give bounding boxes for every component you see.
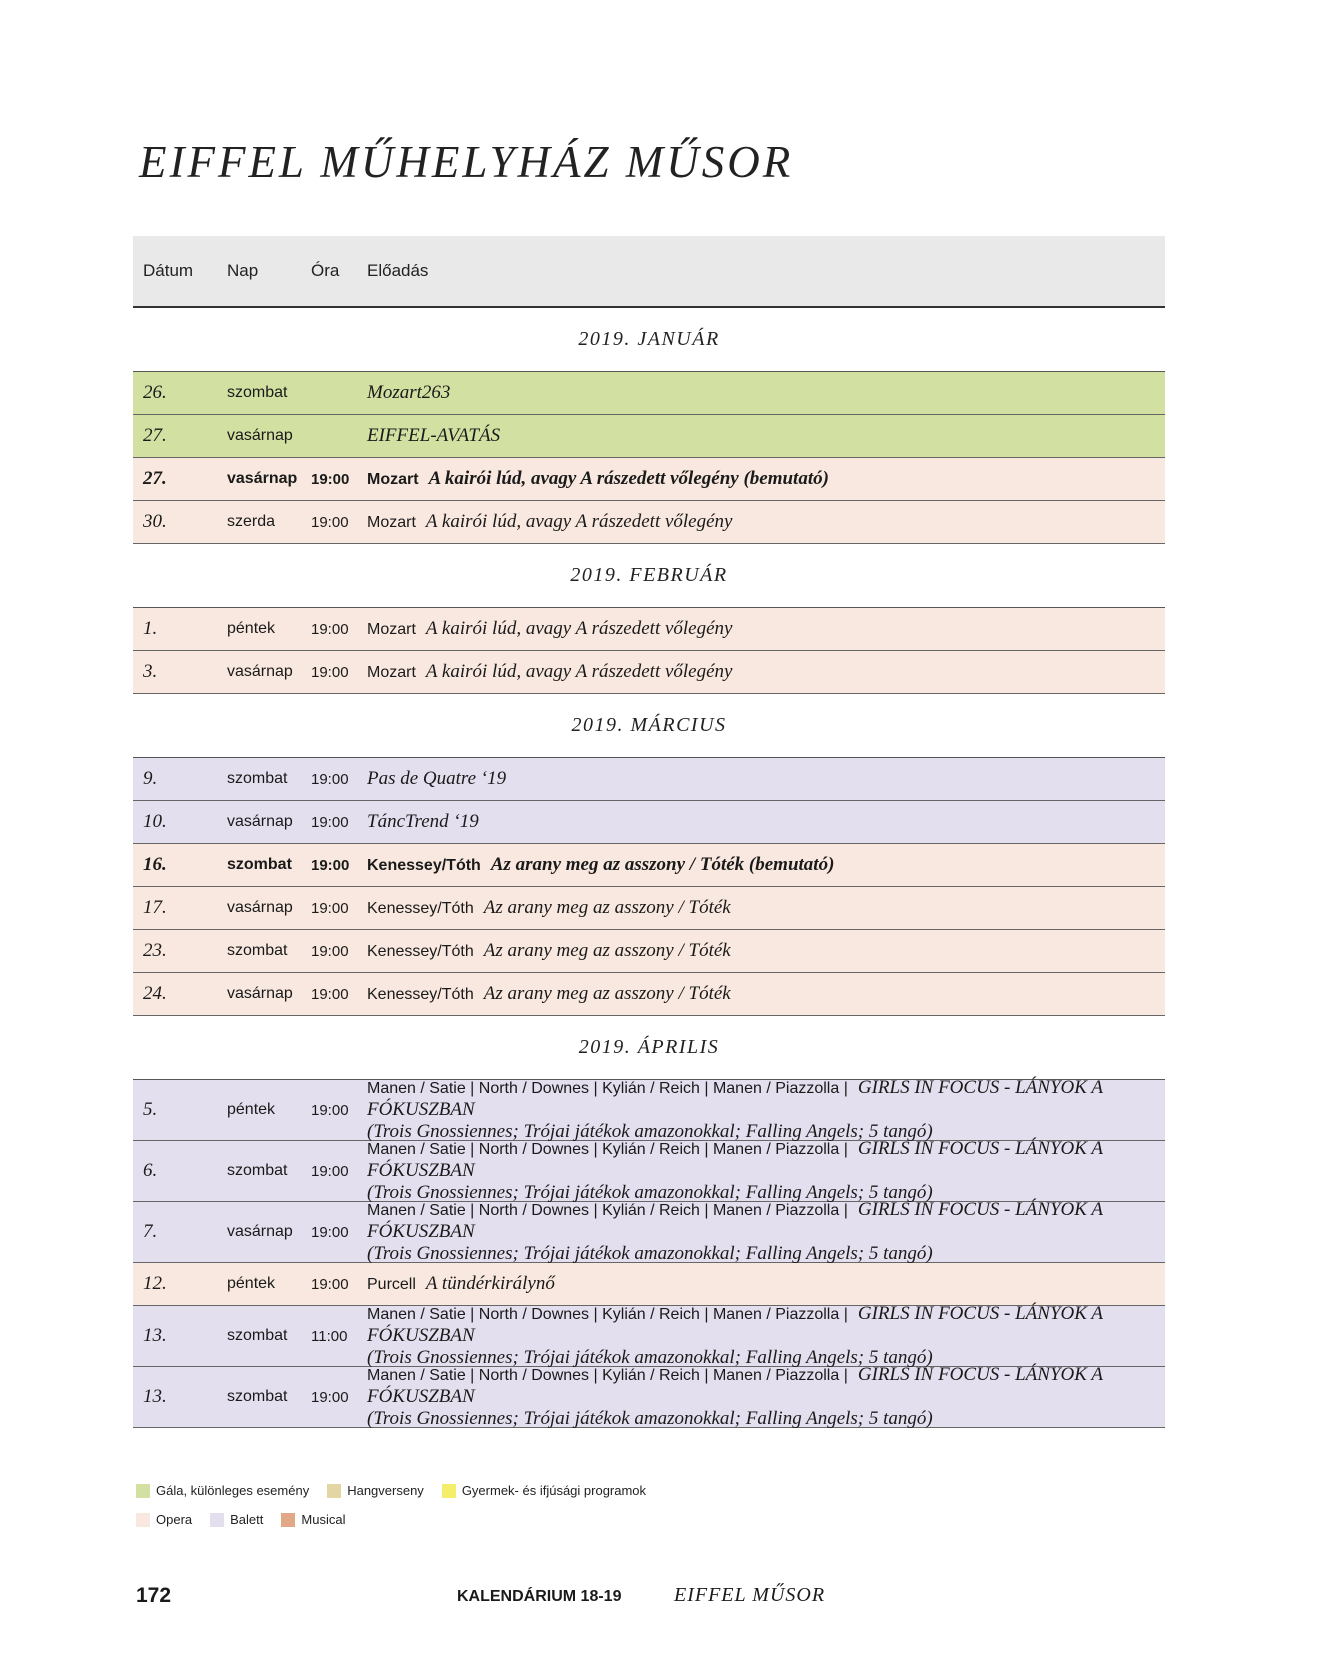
row-time: 19:00	[311, 985, 349, 1003]
row-day: szombat	[227, 856, 292, 873]
performance-line	[367, 425, 1165, 447]
schedule-table	[133, 236, 1165, 1428]
table-row	[133, 758, 1165, 801]
table-row	[133, 887, 1165, 930]
legend-row	[136, 1505, 664, 1534]
performance-composer: Mozart	[367, 664, 416, 681]
table-row	[133, 501, 1165, 544]
month-heading: 2019. FEBRUÁR	[570, 564, 728, 586]
row-time: 19:00	[311, 856, 350, 874]
row-date: 17.	[143, 897, 167, 918]
row-day: vasárnap	[227, 899, 293, 916]
row-date: 27.	[143, 468, 167, 489]
page-number: 172	[136, 1584, 172, 1607]
table-row	[133, 458, 1165, 501]
performance-line	[367, 983, 1165, 1005]
legend-row	[136, 1476, 664, 1505]
row-date: 9.	[143, 768, 158, 789]
row-performance	[367, 425, 1165, 447]
table-row	[133, 1364, 1165, 1429]
table-row	[133, 1199, 1165, 1264]
performance-line	[367, 1077, 1165, 1121]
row-performance	[367, 382, 1165, 404]
row-performance	[367, 1138, 1165, 1204]
row-day: szombat	[227, 942, 288, 959]
header-time: Óra	[311, 261, 340, 280]
page-title: EIFFEL MŰHELYHÁZ MŰSOR	[139, 137, 794, 187]
row-time: 19:00	[311, 942, 349, 960]
month-heading: 2019. MÁRCIUS	[571, 714, 727, 736]
row-performance	[367, 854, 1165, 876]
performance-line	[367, 618, 1165, 640]
row-performance	[367, 940, 1165, 962]
performance-title: GIRLS IN FOCUS - LÁNYOK A FÓKUSZBAN	[367, 1199, 1103, 1242]
performance-line	[367, 897, 1165, 919]
row-date: 6.	[143, 1160, 158, 1181]
row-date: 3.	[143, 661, 158, 682]
row-performance	[367, 897, 1165, 919]
row-time: 19:00	[311, 770, 349, 788]
legend-item	[327, 1483, 424, 1498]
row-performance	[367, 768, 1165, 790]
header-day: Nap	[227, 261, 259, 280]
row-performance	[367, 1077, 1165, 1143]
row-time: 19:00	[311, 663, 349, 681]
performance-line	[367, 1364, 1165, 1408]
performance-line	[367, 768, 1165, 790]
performance-composer: Mozart	[367, 471, 419, 488]
row-day: péntek	[227, 620, 276, 637]
row-date: 5.	[143, 1099, 158, 1120]
performance-title: A kairói lúd, avagy A rászedett vőlegény	[425, 661, 733, 682]
row-day: szombat	[227, 770, 288, 787]
legend-item	[210, 1512, 263, 1527]
performance-details: (Trois Gnossiennes; Trójai játékok amazonokkal; Falling Angels; 5 tangó)	[367, 1408, 933, 1429]
table-row	[133, 1138, 1165, 1203]
row-time: 19:00	[311, 620, 349, 638]
performance-title: A kairói lúd, avagy A rászedett vőlegény	[425, 511, 733, 532]
table-row	[133, 930, 1165, 973]
row-day: vasárnap	[227, 985, 293, 1002]
month-rows	[133, 757, 1165, 1016]
performance-details: (Trois Gnossiennes; Trójai játékok amazonokkal; Falling Angels; 5 tangó)	[367, 1182, 933, 1203]
legend-label: Balett	[230, 1512, 264, 1527]
legend-item	[281, 1512, 345, 1527]
legend-swatch	[136, 1484, 150, 1498]
performance-title: A tündérkirálynő	[425, 1273, 555, 1294]
performance-title: Az arany meg az asszony / Tóték	[483, 940, 731, 961]
performance-composer: Kenessey/Tóth	[367, 857, 481, 874]
row-date: 7.	[143, 1221, 158, 1242]
row-day: szombat	[227, 1162, 288, 1179]
legend-swatch	[327, 1484, 341, 1498]
row-date: 30.	[143, 511, 167, 532]
table-row	[133, 801, 1165, 844]
performance-composer: Manen / Satie | North / Downes | Kylián / Reich | Manen / Piazzolla |	[367, 1202, 848, 1219]
row-time: 19:00	[311, 1388, 349, 1406]
performance-line	[367, 382, 1165, 404]
month-sections	[133, 308, 1165, 1428]
row-time: 19:00	[311, 470, 350, 488]
performance-title: Az arany meg az asszony / Tóték	[483, 983, 731, 1004]
performance-composer: Manen / Satie | North / Downes | Kylián / Reich | Manen / Piazzolla |	[367, 1080, 848, 1097]
table-row	[133, 973, 1165, 1016]
legend-item	[136, 1512, 192, 1527]
row-day: péntek	[227, 1275, 276, 1292]
table-header	[133, 236, 1165, 308]
row-time: 19:00	[311, 513, 349, 531]
performance-details: (Trois Gnossiennes; Trójai játékok amazonokkal; Falling Angels; 5 tangó)	[367, 1121, 933, 1142]
row-day: szombat	[227, 384, 288, 401]
row-time: 19:00	[311, 1162, 349, 1180]
row-day: szerda	[227, 513, 276, 530]
performance-line	[367, 1138, 1165, 1182]
performance-line	[367, 1303, 1165, 1347]
row-date: 27.	[143, 425, 167, 446]
performance-details: (Trois Gnossiennes; Trójai játékok amazonokkal; Falling Angels; 5 tangó)	[367, 1347, 933, 1368]
performance-title: GIRLS IN FOCUS - LÁNYOK A FÓKUSZBAN	[367, 1303, 1103, 1346]
row-day: vasárnap	[227, 427, 293, 444]
performance-line	[367, 940, 1165, 962]
performance-title: TáncTrend ‘19	[367, 811, 479, 832]
legend-label: Opera	[156, 1512, 193, 1527]
performance-line	[367, 811, 1165, 833]
performance-composer: Kenessey/Tóth	[367, 943, 474, 960]
performance-title: GIRLS IN FOCUS - LÁNYOK A FÓKUSZBAN	[367, 1077, 1103, 1120]
performance-line	[367, 468, 1165, 490]
performance-composer: Manen / Satie | North / Downes | Kylián / Reich | Manen / Piazzolla |	[367, 1141, 848, 1158]
legend-label: Gyermek- és ifjúsági programok	[461, 1483, 647, 1498]
row-time: 19:00	[311, 1275, 349, 1293]
row-time: 19:00	[311, 813, 349, 831]
footer-brand: KALENDÁRIUM 18-19	[457, 1588, 622, 1605]
row-day: vasárnap	[227, 813, 293, 830]
row-day: szombat	[227, 1388, 288, 1405]
header-date: Dátum	[143, 261, 194, 280]
legend-swatch	[281, 1513, 295, 1527]
row-day: vasárnap	[227, 1223, 293, 1240]
table-row	[133, 844, 1165, 887]
performance-title: Pas de Quatre ‘19	[367, 768, 507, 789]
row-day: vasárnap	[227, 663, 293, 680]
table-row	[133, 372, 1165, 415]
performance-details: (Trois Gnossiennes; Trójai játékok amazonokkal; Falling Angels; 5 tangó)	[367, 1243, 933, 1264]
row-performance	[367, 618, 1165, 640]
performance-line	[367, 1199, 1165, 1243]
performance-title: Mozart263	[367, 382, 451, 403]
row-date: 26.	[143, 382, 167, 403]
row-date: 23.	[143, 940, 167, 961]
footer-section: EIFFEL MŰSOR	[674, 1584, 826, 1606]
row-performance	[367, 1273, 1165, 1295]
row-time: 11:00	[311, 1327, 348, 1345]
row-day: szombat	[227, 1327, 288, 1344]
row-date: 13.	[143, 1386, 167, 1407]
performance-composer: Purcell	[367, 1276, 416, 1293]
table-row	[133, 608, 1165, 651]
row-date: 24.	[143, 983, 167, 1004]
row-time: 19:00	[311, 1223, 349, 1241]
row-day: vasárnap	[227, 470, 298, 487]
month-rows	[133, 1079, 1165, 1428]
performance-title: GIRLS IN FOCUS - LÁNYOK A FÓKUSZBAN	[367, 1138, 1103, 1181]
performance-line	[367, 661, 1165, 683]
row-performance	[367, 1364, 1165, 1430]
row-day: péntek	[227, 1101, 276, 1118]
performance-title: GIRLS IN FOCUS - LÁNYOK A FÓKUSZBAN	[367, 1364, 1103, 1407]
legend-label: Hangverseny	[347, 1483, 424, 1498]
performance-title: Az arany meg az asszony / Tóték (bemutató)	[490, 854, 835, 875]
performance-title: EIFFEL-AVATÁS	[367, 425, 501, 446]
month-heading: 2019. JANUÁR	[578, 328, 720, 350]
row-performance	[367, 983, 1165, 1005]
row-time: 19:00	[311, 1101, 349, 1119]
legend	[136, 1476, 664, 1534]
month-rows	[133, 607, 1165, 694]
legend-label: Musical	[301, 1512, 346, 1527]
row-date: 1.	[143, 618, 158, 639]
row-performance	[367, 1303, 1165, 1369]
performance-title: A kairói lúd, avagy A rászedett vőlegény (bemutató)	[428, 468, 829, 489]
row-date: 16.	[143, 854, 167, 875]
performance-title: A kairói lúd, avagy A rászedett vőlegény	[425, 618, 733, 639]
performance-composer: Mozart	[367, 621, 416, 638]
performance-composer: Manen / Satie | North / Downes | Kylián / Reich | Manen / Piazzolla |	[367, 1367, 848, 1384]
legend-label: Gála, különleges esemény	[156, 1483, 310, 1498]
performance-composer: Kenessey/Tóth	[367, 986, 474, 1003]
legend-swatch	[210, 1513, 224, 1527]
table-row	[133, 1077, 1165, 1142]
row-performance	[367, 1199, 1165, 1265]
row-performance	[367, 468, 1165, 490]
month-rows	[133, 371, 1165, 544]
table-row	[133, 415, 1165, 458]
performance-line	[367, 854, 1165, 876]
row-date: 10.	[143, 811, 167, 832]
performance-composer: Mozart	[367, 514, 416, 531]
legend-item	[136, 1483, 309, 1498]
header-performance: Előadás	[367, 261, 429, 280]
table-row	[133, 1303, 1165, 1368]
row-performance	[367, 811, 1165, 833]
table-row	[133, 1263, 1165, 1306]
row-performance	[367, 511, 1165, 533]
legend-item	[442, 1483, 646, 1498]
row-time: 19:00	[311, 899, 349, 917]
row-performance	[367, 661, 1165, 683]
legend-swatch	[136, 1513, 150, 1527]
legend-swatch	[442, 1484, 456, 1498]
month-heading: 2019. ÁPRILIS	[578, 1036, 720, 1058]
performance-composer: Kenessey/Tóth	[367, 900, 474, 917]
performance-line	[367, 1273, 1165, 1295]
row-date: 12.	[143, 1273, 167, 1294]
row-date: 13.	[143, 1325, 167, 1346]
performance-title: Az arany meg az asszony / Tóték	[483, 897, 731, 918]
performance-line	[367, 511, 1165, 533]
table-row	[133, 651, 1165, 694]
performance-composer: Manen / Satie | North / Downes | Kylián / Reich | Manen / Piazzolla |	[367, 1306, 848, 1323]
